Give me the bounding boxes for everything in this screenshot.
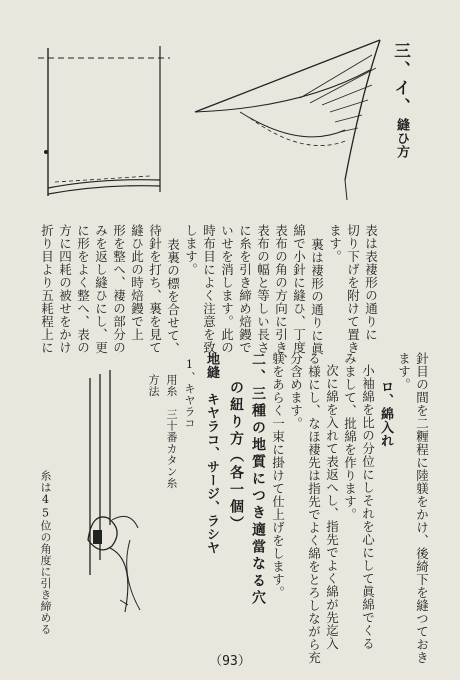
body-text-column: に形をよく整へ、表の [75, 224, 91, 354]
body-text-column: 時布目によく注意を致 [201, 224, 217, 354]
method-label: 方法 [147, 374, 160, 397]
body-text-column: みを返し縫ひにし、更 [93, 224, 109, 354]
body-text-column: 裏は褄形の通りに眞 [309, 238, 325, 355]
body-text-column: 分含めます。 [288, 352, 304, 430]
body-text-column: 次に綿を入れて表返へし、指先でよく綿が先迄入 [324, 364, 340, 650]
body-text-column: 綿で小針に縫ひ、丁度 [291, 224, 307, 354]
body-text-column: 折り目より五耗程上に [39, 224, 55, 354]
figure-caption: 糸は45位の角度に引き締める [39, 470, 52, 635]
fabric-list: 地縫 キヤラコ、サージ、ラシヤ [204, 352, 219, 555]
section-heading-continued: の紐り方（各一個） [228, 380, 244, 533]
body-text-column: みまして、批綿を作ります。 [342, 352, 358, 521]
body-text-column: 表裏の標を合せて、 [165, 238, 181, 355]
body-text-column: 針目の間を二糎程に陸躾をかけ、後綺下を縫つておき [414, 352, 430, 664]
body-text-column: 方に四耗の被せをかけ [57, 224, 73, 354]
body-text-column: 躾をあらく一束に掛けて仕上げをします。 [270, 352, 286, 599]
body-text-column: 形を整へ、褄の部分の [111, 224, 127, 354]
body-text-column: 縫ひ此の時焙鏝で上 [129, 224, 145, 341]
page-number: （93） [209, 654, 251, 669]
section-subheading: 縫ひ方 [394, 118, 409, 159]
item-title: 1、キヤラコ [183, 358, 196, 429]
body-text-column: 表は表褄形の通りに [363, 224, 379, 341]
body-text-column: いせを消します。此の [219, 224, 235, 354]
subsection-heading: ロ、綿入れ [378, 380, 393, 448]
body-text-column: 表布の角の方向に引き、 [273, 224, 289, 367]
thread-spec: 用糸 三十番カタン糸 [165, 374, 178, 489]
body-text-column: に糸を引き締め焙鏝で [237, 224, 253, 354]
body-text-column: ます。 [327, 224, 343, 263]
body-text-column: 表布の幅と等しい長さ [255, 224, 271, 354]
section-heading: 三、イ、 [391, 42, 411, 116]
body-text-column: 小袖綿を比の分位にしそれを心にして眞綿でくる [360, 364, 376, 650]
body-text-column: ます。 [396, 352, 412, 391]
body-text-column: 切り下げを附けて置き [345, 224, 361, 354]
body-text-column: る様にし、なほ褄先は指先でよく綿をとろしながら充 [306, 352, 322, 664]
body-text-column: 待針を打ち、裏を見て [147, 224, 163, 354]
body-text-column: します。 [183, 224, 199, 276]
section-heading: 二、三種の地質につき適當なる穴 [250, 352, 266, 607]
